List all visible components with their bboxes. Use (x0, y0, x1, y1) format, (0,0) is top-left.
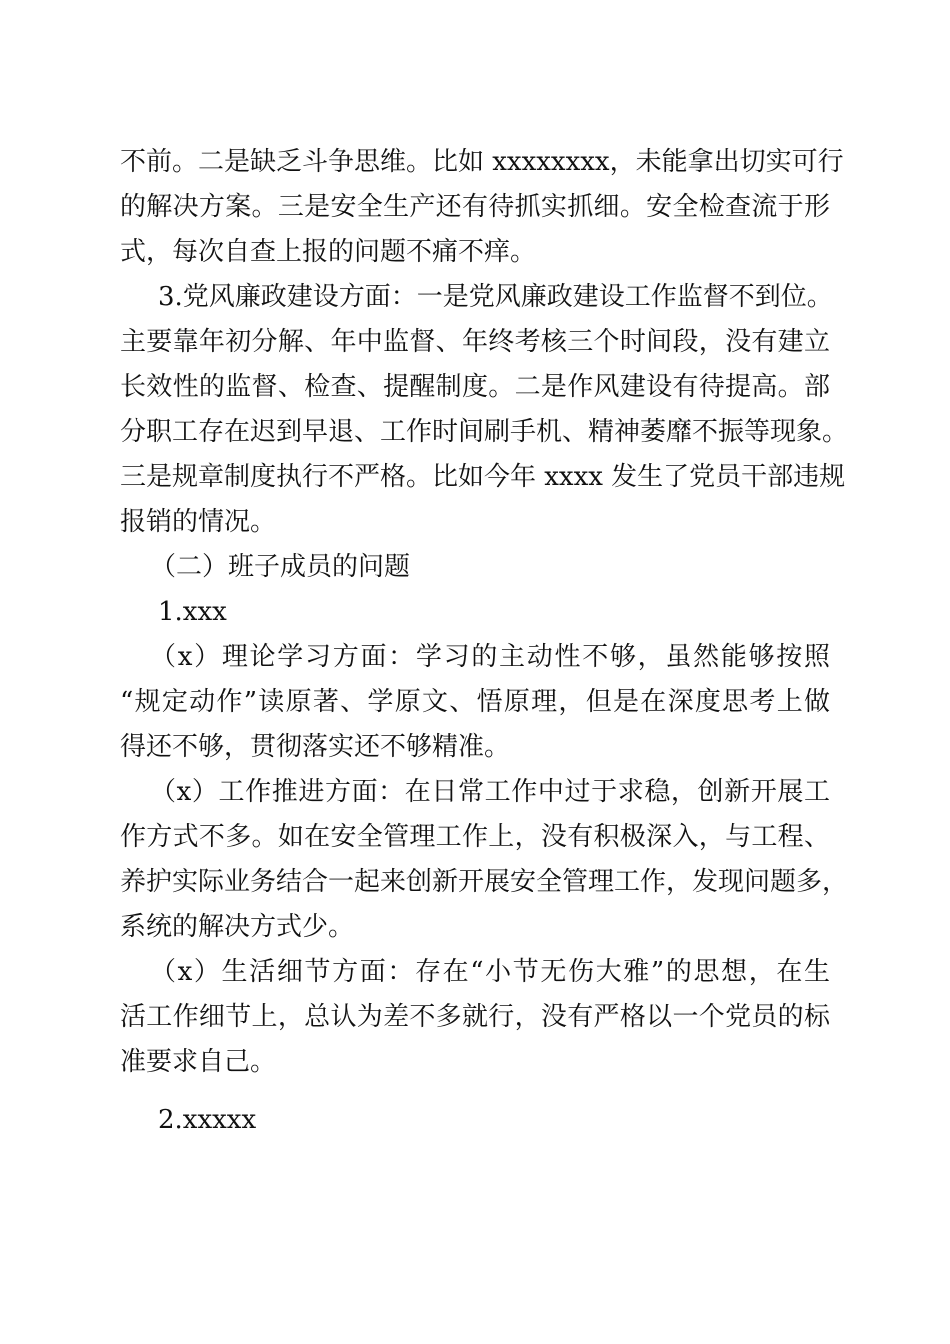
document-page (120, 140, 849, 1143)
text-line: 长效性的监督、检查、提醒制度。二是作风建设有待提高。部 (120, 372, 830, 402)
text-line: 式，每次自查上报的问题不痛不痒。 (120, 237, 537, 267)
spacer (120, 1085, 830, 1098)
text-line: （二）班子成员的问题 (150, 552, 411, 582)
text-line: “规定动作”读原著、学原文、悟原理，但是在深度思考上做 (120, 687, 830, 717)
text-line: 活工作细节上，总认为差不多就行，没有严格以一个党员的标 (120, 1002, 830, 1032)
text-line: 1.xxx (158, 597, 227, 627)
text-line: 主要靠年初分解、年中监督、年终考核三个时间段，没有建立 (120, 327, 830, 357)
paragraph (120, 140, 844, 275)
text-line: 养护实际业务结合一起来创新开展安全管理工作，发现问题多， (120, 867, 849, 897)
text-line: 作方式不多。如在安全管理工作上，没有积极深入，与工程、 (120, 822, 830, 852)
text-line: 系统的解决方式少。 (120, 912, 355, 942)
paragraph (120, 1098, 830, 1143)
text-line: 2.xxxxx (158, 1105, 257, 1135)
text-line: 分职工存在迟到早退、工作时间刷手机、精神萎靡不振等现象。 (120, 417, 849, 447)
text-line: 不前。二是缺乏斗争思维。比如 xxxxxxxx，未能拿出切实可行 (120, 147, 844, 177)
text-line: 准要求自己。 (120, 1047, 277, 1077)
text-line: 三是规章制度执行不严格。比如今年 xxxx 发生了党员干部违规 (120, 462, 846, 492)
text-line: 的解决方案。三是安全生产还有待抓实抓细。安全检查流于形 (120, 192, 830, 222)
text-line: （x）理论学习方面：学习的主动性不够，虽然能够按照 (150, 642, 830, 672)
text-line: （x）生活细节方面：存在“小节无伤大雅”的思想，在生 (150, 957, 830, 987)
paragraph (120, 590, 830, 635)
paragraph (120, 635, 830, 770)
text-line: （x）工作推进方面：在日常工作中过于求稳，创新开展工 (150, 777, 830, 807)
section-heading (120, 545, 830, 590)
paragraph (120, 275, 849, 545)
paragraph (120, 950, 830, 1085)
text-line: 得还不够，贯彻落实还不够精准。 (120, 732, 511, 762)
text-line: 报销的情况。 (120, 507, 277, 537)
paragraph (120, 770, 849, 950)
text-line: 3.党风廉政建设方面：一是党风廉政建设工作监督不到位。 (158, 282, 833, 312)
